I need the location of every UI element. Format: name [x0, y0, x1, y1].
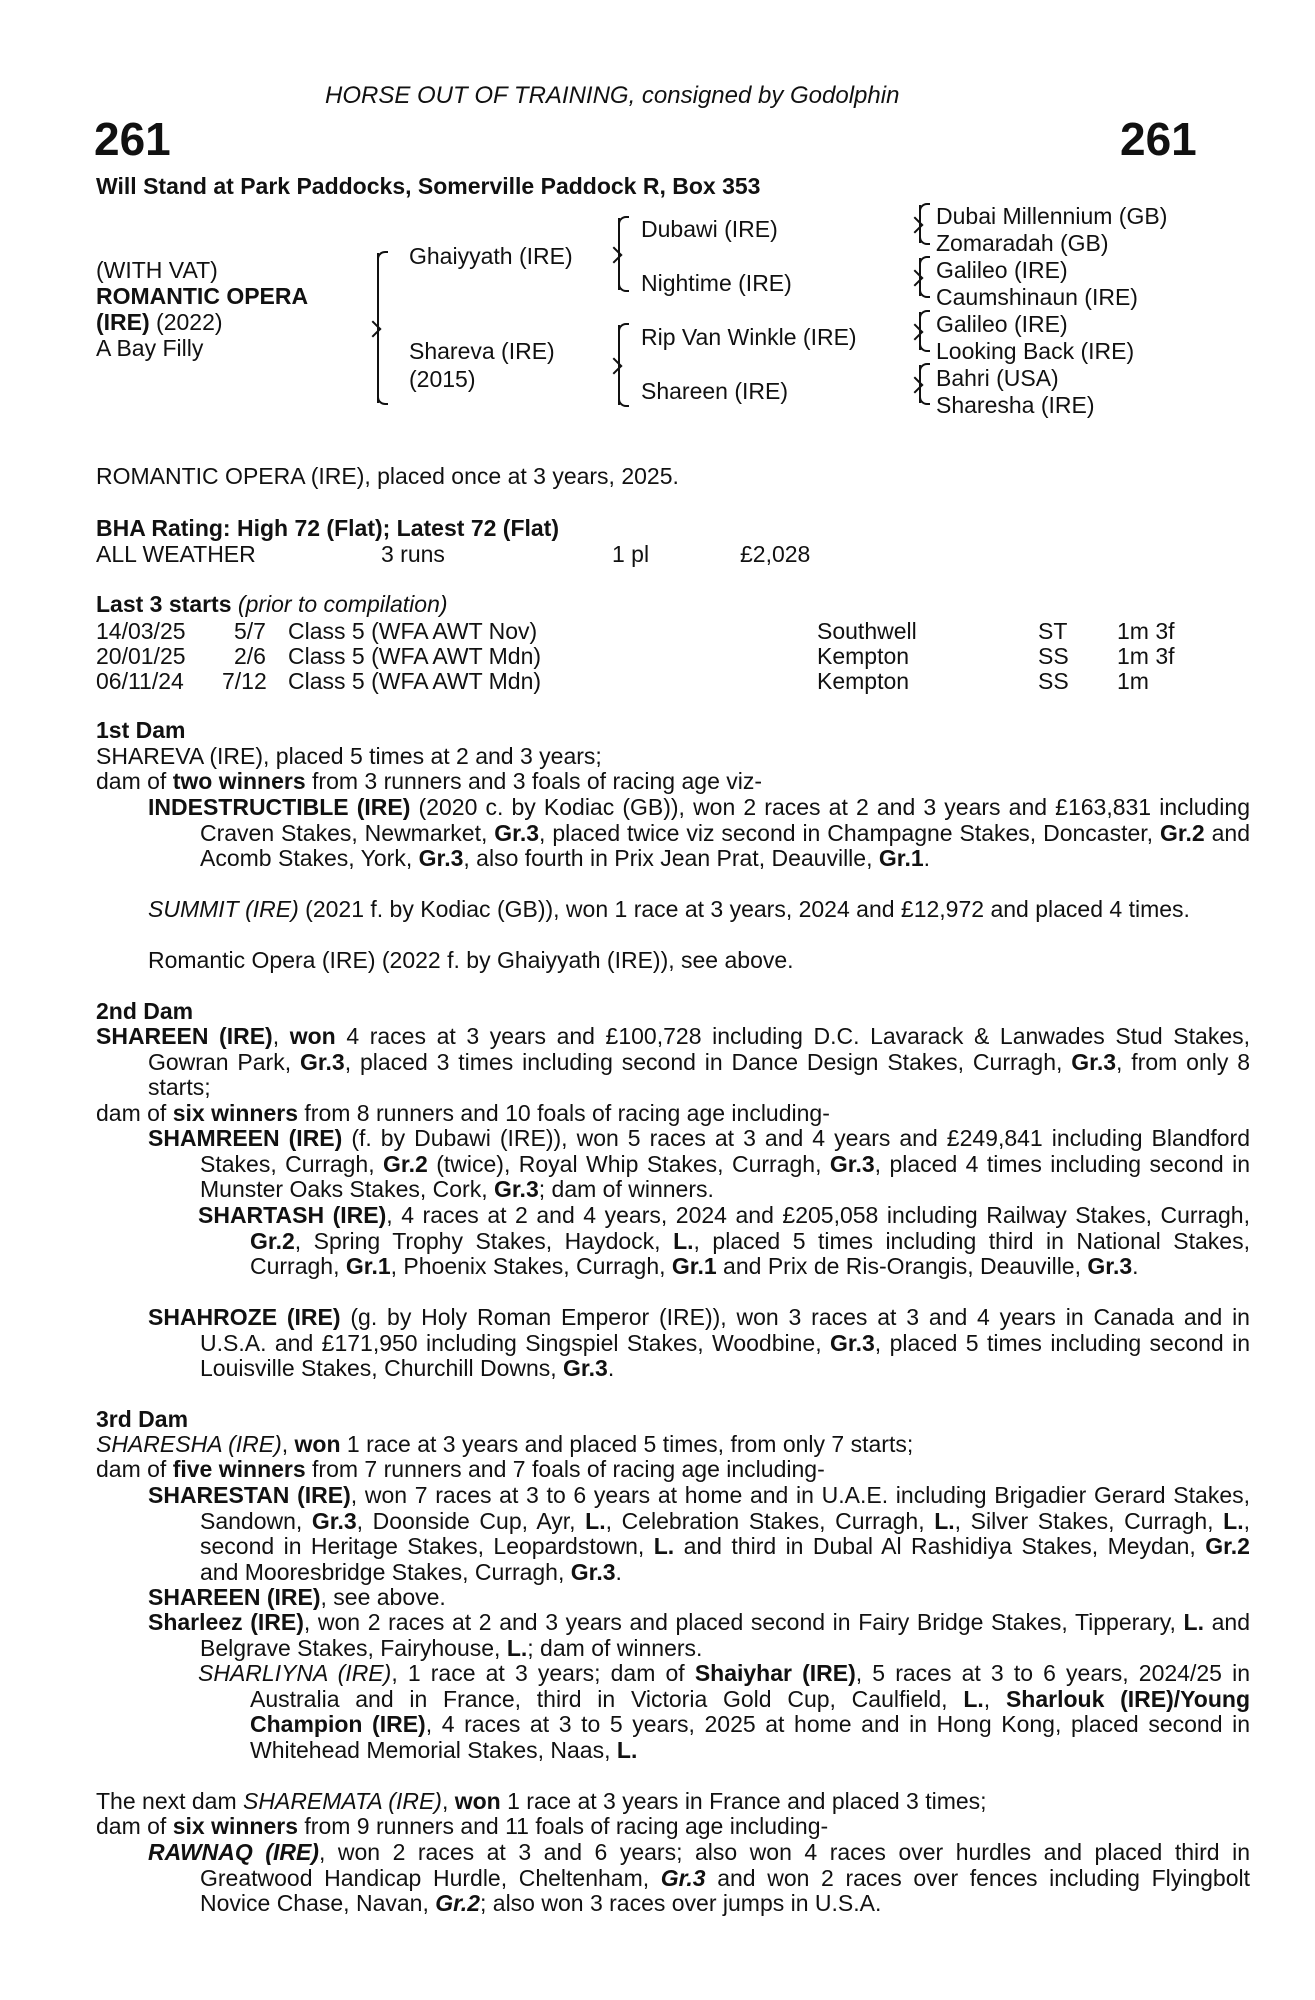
dam3-progeny-2: SHAREEN (IRE), see above. [148, 1584, 446, 1610]
dam1-progeny-1: INDESTRUCTIBLE (IRE) (2020 c. by Kodiac (GB)), won 2 races at 2 and 3 years and £163,831 including Craven Stakes, Newmarket, Gr.3, placed twice viz second in Champagne Stakes, Doncaster, Gr.2 and Acomb Stakes, York, Gr.3, also fourth in Prix Jean Prat, Deauville, Gr.1. [148, 794, 1251, 871]
horse-description: A Bay Filly [96, 335, 204, 361]
rating-surface: ALL WEATHER [96, 541, 256, 567]
start-date: 06/11/24 [96, 668, 184, 694]
start-dist: 1m 3f [1117, 643, 1175, 669]
pedigree-ss: Dubawi (IRE) [641, 216, 778, 242]
pedigree-brace-main [377, 253, 379, 403]
dam2-line1: SHAREEN (IRE), won 4 races at 3 years and £100,728 including D.C. Lavarack & Lanwades Stud Stakes, Gowran Park, Gr.3, placed 3 times including second in Dance Design Stakes, Curragh, Gr.3, from only 8 starts; [96, 1023, 1251, 1100]
pedigree-sds: Galileo (IRE) [936, 257, 1068, 283]
start-date: 14/03/25 [96, 618, 186, 644]
pedigree-dds: Bahri (USA) [936, 365, 1059, 391]
start-course: Southwell [817, 618, 917, 644]
start-race: Class 5 (WFA AWT Mdn) [288, 668, 542, 694]
rating-runs: 3 runs [381, 541, 445, 567]
dam2-heading: 2nd Dam [96, 998, 194, 1024]
dam3-heading: 3rd Dam [96, 1406, 189, 1432]
start-race: Class 5 (WFA AWT Nov) [288, 618, 538, 644]
dam2-progeny-1: SHAMREEN (IRE) (f. by Dubawi (IRE)), won 5 races at 3 and 4 years and £249,841 including Blandford Stakes, Curragh, Gr.2 (twice), Royal Whip Stakes, Curragh, Gr.3, placed 4 times including second in Munster Oaks Stakes, Cork, Gr.3; dam of winners. [148, 1125, 1251, 1202]
pedigree-dsd: Looking Back (IRE) [936, 338, 1135, 364]
start-pos: 7/12 [222, 668, 267, 694]
start-going: SS [1038, 668, 1069, 694]
start-course: Kempton [817, 668, 910, 694]
last-starts-heading: Last 3 starts (prior to compilation) [96, 591, 448, 617]
dam2-progeny-2: SHAHROZE (IRE) (g. by Holy Roman Emperor (IRE)), won 3 races at 3 and 4 years in Canada and in U.S.A. and £171,950 including Singspiel Stakes, Woodbine, Gr.3, placed 5 times including second in Louisville Stakes, Churchill Downs, Gr.3. [148, 1304, 1251, 1381]
consignment-header: HORSE OUT OF TRAINING, consigned by Godolphin [325, 82, 900, 109]
start-race: Class 5 (WFA AWT Mdn) [288, 643, 542, 669]
pedigree-dam: Shareva (IRE) [409, 338, 555, 364]
start-dist: 1m [1117, 668, 1149, 694]
dam3-progeny-3: Sharleez (IRE), won 2 races at 2 and 3 years and placed second in Fairy Bridge Stakes, Tipperary, L. and Belgrave Stakes, Fairyhouse, L.; dam of winners. [148, 1609, 1250, 1661]
start-date: 20/01/25 [96, 643, 186, 669]
pedigree-ds: Rip Van Winkle (IRE) [641, 324, 857, 350]
rating-prize: £2,028 [740, 541, 811, 567]
dam1-heading: 1st Dam [96, 717, 186, 743]
start-course: Kempton [817, 643, 910, 669]
pedigree-brace-ds [919, 312, 921, 350]
pedigree-dam-year: (2015) [409, 366, 476, 392]
nextdam-line2: dam of six winners from 9 runners and 11 foals of racing age including- [96, 1813, 829, 1839]
pedigree-brace-dam [618, 325, 620, 405]
dam3-line2: dam of five winners from 7 runners and 7 foals of racing age including- [96, 1456, 825, 1482]
lot-number-right: 261 [1120, 113, 1197, 165]
horse-name-line2: (IRE) (2022) [96, 309, 223, 335]
start-going: ST [1038, 618, 1068, 644]
pedigree-brace-sire [618, 218, 620, 290]
pedigree-sdd: Caumshinaun (IRE) [936, 284, 1138, 310]
start-going: SS [1038, 643, 1069, 669]
rating-heading: BHA Rating: High 72 (Flat); Latest 72 (Flat) [96, 515, 559, 541]
pedigree-ddd: Sharesha (IRE) [936, 392, 1095, 418]
pedigree-dd: Shareen (IRE) [641, 378, 789, 404]
dam1-progeny-2: SUMMIT (IRE) (2021 f. by Kodiac (GB)), won 1 race at 3 years, 2024 and £12,972 and placed 4 times. [148, 896, 1190, 922]
summary: ROMANTIC OPERA (IRE), placed once at 3 years, 2025. [96, 463, 679, 489]
dam3-line1: SHARESHA (IRE), won 1 race at 3 years and placed 5 times, from only 7 starts; [96, 1431, 914, 1457]
pedigree-ssd: Zomaradah (GB) [936, 230, 1109, 256]
pedigree-brace-dd [919, 365, 921, 403]
pedigree-dss: Galileo (IRE) [936, 311, 1068, 337]
pedigree-brace-ss [919, 205, 921, 243]
dam2-line2: dam of six winners from 8 runners and 10 foals of racing age including- [96, 1100, 830, 1126]
pedigree-brace-sd [919, 258, 921, 296]
lot-number-left: 261 [94, 113, 171, 165]
dam3-progeny-1: SHARESTAN (IRE), won 7 races at 3 to 6 years at home and in U.A.E. including Brigadier Gerard Stakes, Sandown, Gr.3, Doonside Cup, Ayr, L., Celebration Stakes, Curragh, L., Silver Stakes, Curragh, L., second in Heritage Stakes, Leopardstown, L. and third in Dubal Al Rashidiya Stakes, Meydan, Gr.2 and Mooresbridge Stakes, Curragh, Gr.3. [148, 1482, 1251, 1585]
nextdam-line1: The next dam SHAREMATA (IRE), won 1 race at 3 years in France and placed 3 times; [96, 1788, 987, 1814]
rating-placed: 1 pl [612, 541, 650, 567]
vat-label: (WITH VAT) [96, 257, 218, 283]
start-pos: 5/7 [234, 618, 266, 644]
pedigree-sss: Dubai Millennium (GB) [936, 203, 1168, 229]
start-dist: 1m 3f [1117, 618, 1175, 644]
location-line: Will Stand at Park Paddocks, Somerville Paddock R, Box 353 [96, 173, 761, 199]
pedigree-sire: Ghaiyyath (IRE) [409, 243, 573, 269]
dam1-line2: dam of two winners from 3 runners and 3 foals of racing age viz- [96, 768, 763, 794]
dam2-grandprogeny-1: SHARTASH (IRE), 4 races at 2 and 4 years, 2024 and £205,058 including Railway Stakes, Curragh, Gr.2, Spring Trophy Stakes, Haydock, L., placed 5 times including third in National Stakes, Curragh, Gr.1, Phoenix Stakes, Curragh, Gr.1 and Prix de Ris-Orangis, Deauville, Gr.3. [198, 1202, 1250, 1279]
dam1-line1: SHAREVA (IRE), placed 5 times at 2 and 3 years; [96, 743, 602, 769]
nextdam-progeny-1: RAWNAQ (IRE), won 2 races at 3 and 6 years; also won 4 races over hurdles and placed third in Greatwood Handicap Hurdle, Cheltenham, Gr.3 and won 2 races over fences including Flyingbolt Novice Chase, Navan, Gr.2; also won 3 races over jumps in U.S.A. [148, 1839, 1251, 1916]
pedigree-sd: Nightime (IRE) [641, 270, 792, 296]
horse-name: ROMANTIC OPERA [96, 283, 309, 309]
dam1-progeny-3: Romantic Opera (IRE) (2022 f. by Ghaiyyath (IRE)), see above. [148, 947, 794, 973]
start-pos: 2/6 [234, 643, 266, 669]
dam3-grandprogeny-1: SHARLIYNA (IRE), 1 race at 3 years; dam of Shaiyhar (IRE), 5 races at 3 to 6 years, 2024/25 in Australia and in France, third in Victoria Gold Cup, Caulfield, L., Sharlouk (IRE)/Young Champion (IRE), 4 races at 3 to 5 years, 2025 at home and in Hong Kong, placed second in Whitehead Memorial Stakes, Naas, L. [198, 1660, 1251, 1763]
